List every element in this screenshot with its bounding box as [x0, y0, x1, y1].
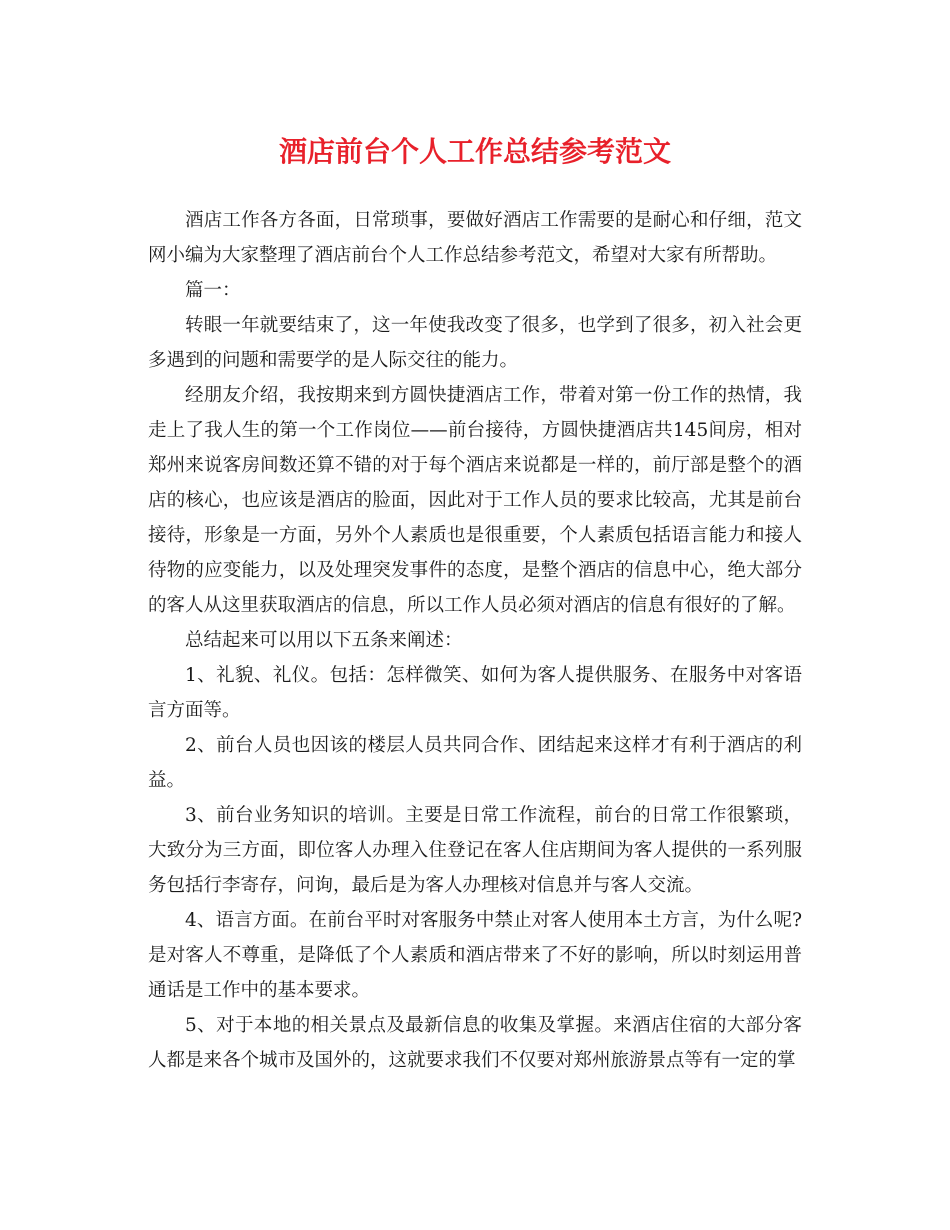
paragraph: 转眼一年就要结束了，这一年使我改变了很多，也学到了很多，初入社会更多遇到的问题和需要学的是人际交往的能力。 — [148, 315, 802, 371]
list-item-4: 4、语言方面。在前台平时对客服务中禁止对客人使用本土方言，为什么呢?是对客人不尊重，是降低了个人素质和酒店带来了不好的影响，所以时刻运用普通话是工作中的基本要求。 — [148, 910, 802, 1001]
list-item-3: 3、前台业务知识的培训。主要是日常工作流程，前台的日常工作很繁琐，大致分为三方面，即位客人办理入住登记在客人住店期间为客人提供的一系列服务包括行李寄存，问询，最后是为客人办理核对信息并与客人交流。 — [148, 805, 802, 896]
paragraph: 经朋友介绍，我按期来到方圆快捷酒店工作，带着对第一份工作的热情，我走上了我人生的第一个工作岗位——前台接待，方圆快捷酒店共145间房，相对郑州来说客房间数还算不错的对于每个酒店来说都是一样的，前厅部是整个的酒店的核心，也应该是酒店的脸面，因此对于工作人员的要求比较高，尤其是前台接待，形象是一方面，另外个人素质也是很重要，个人素质包括语言能力和接人待物的应变能力，以及处理突发事件的态度，是整个酒店的信息中心，绝大部分的客人从这里获取酒店的信息，所以工作人员必须对酒店的信息有很好的了解。 — [148, 385, 802, 616]
paragraph-section-heading: 篇一： — [185, 280, 241, 301]
paragraph-intro: 酒店工作各方各面，日常琐事，要做好酒店工作需要的是耐心和仔细，范文网小编为大家整理了酒店前台个人工作总结参考范文，希望对大家有所帮助。 — [148, 210, 802, 266]
list-item-5: 5、对于本地的相关景点及最新信息的收集及掌握。来酒店住宿的大部分客人都是来各个城市及国外的，这就要求我们不仅要对郑州旅游景点等有一定的掌 — [148, 1015, 802, 1071]
paragraph: 总结起来可以用以下五条来阐述： — [185, 630, 463, 651]
document-body — [148, 203, 802, 1078]
list-item-2: 2、前台人员也因该的楼层人员共同合作、团结起来这样才有利于酒店的利益。 — [148, 735, 802, 791]
list-item-1: 1、礼貌、礼仪。包括：怎样微笑、如何为客人提供服务、在服务中对客语言方面等。 — [148, 665, 802, 721]
document-title: 酒店前台个人工作总结参考范文 — [278, 135, 671, 168]
